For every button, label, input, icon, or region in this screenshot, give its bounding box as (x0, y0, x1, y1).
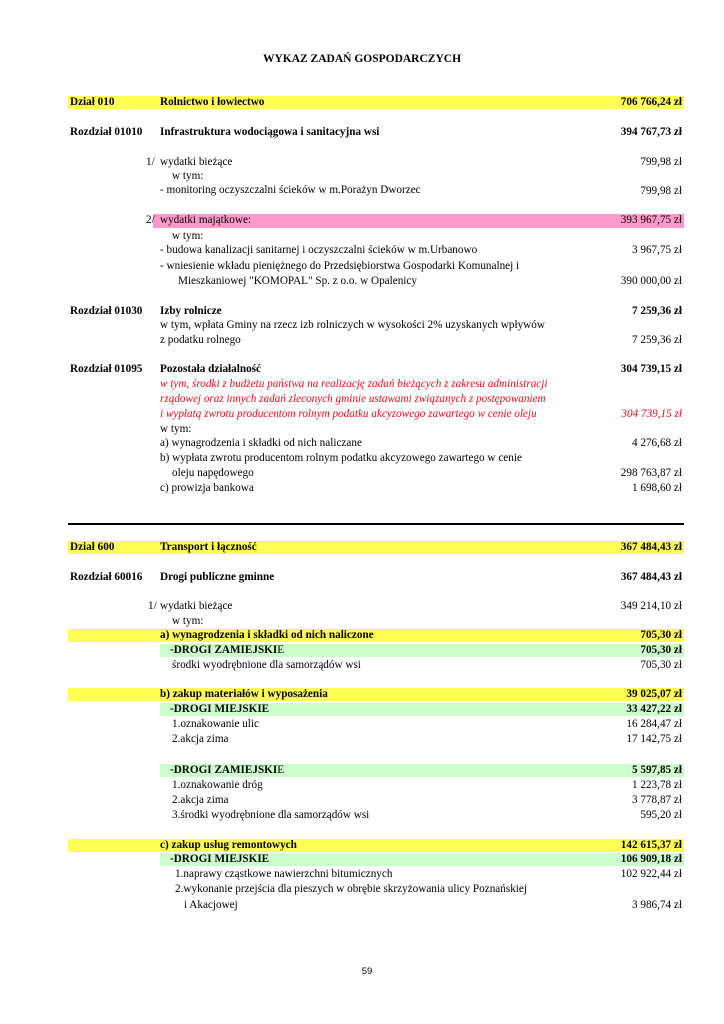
item-amount: 298 763,87 zł (620, 467, 682, 479)
rozdzial-name: Izby rolnicze (160, 305, 222, 317)
rozdzial-label: Rozdział 01095 (70, 363, 143, 375)
item-amount: 16 284,47 zł (626, 718, 682, 730)
road-category-label: -DROGI MIEJSKIE (170, 703, 270, 715)
in-which-label: w tym: (172, 615, 204, 627)
road-category-label: -DROGI MIEJSKIE (170, 853, 270, 865)
item-label: środki wyodrębnione dla samorządów wsi (172, 659, 361, 671)
dzial-name: Rolnictwo i łowiectwo (160, 96, 265, 108)
dzial-label: Dział 010 (70, 96, 115, 108)
page-number: 59 (361, 966, 373, 977)
rozdzial-name: Pozostała działalność (160, 363, 261, 375)
road-category-tail: E (277, 644, 285, 656)
red-note: rządowej oraz innych zadań zleconych gminie ustawami związanych z postępowaniem (160, 393, 546, 405)
item-amount: 102 922,44 zł (620, 868, 682, 880)
red-note: i wypłatą zwrotu producentom rolnym podatku akcyzowego zawartego w cenie oleju (160, 408, 537, 420)
dzial-amount: 706 766,24 zł (620, 96, 682, 108)
road-category-tail: E (277, 764, 285, 776)
rozdzial-label: Rozdział 01010 (70, 126, 143, 138)
item-label: oleju napędowego (172, 467, 254, 479)
item-label: Mieszkaniowej "KOMOPAL" Sp. z o.o. w Opalenicy (178, 275, 417, 287)
item-label: w tym, wpłata Gminy na rzecz izb rolniczych w wysokości 2% uzyskanych wpływów (160, 319, 545, 331)
item-label: - monitoring oczyszczalni ścieków w m.Porażyn Dworzec (160, 184, 421, 196)
item-label: 1.naprawy cząstkowe nawierzchni bitumicznych (175, 868, 393, 880)
subgroup-amount: 39 025,07 zł (626, 688, 682, 700)
rozdzial-label: Rozdział 60016 (70, 571, 143, 583)
item-amount: 3 778,87 zł (631, 794, 682, 806)
subgroup-label: a) wynagrodzenia i składki od nich naliczone (160, 629, 374, 641)
rozdzial-label: Rozdział 01030 (70, 305, 143, 317)
page-title: WYKAZ ZADAŃ GOSPODARCZYCH (262, 53, 462, 65)
item-amount: 349 214,10 zł (620, 600, 682, 612)
road-category-label: -DROGI ZAMIEJSKI (170, 764, 278, 776)
subgroup-amount: 705,30 zł (640, 629, 682, 641)
dzial-name: Transport i łączność (160, 541, 257, 553)
red-amount: 304 739,15 zł (621, 408, 682, 420)
item-amount: 393 967,75 zł (620, 214, 682, 226)
in-which-label: w tym: (172, 170, 204, 182)
item-amount: 799,98 zł (640, 185, 682, 197)
item-amount: 595,20 zł (640, 809, 682, 821)
rozdzial-amount: 7 259,36 zł (631, 305, 682, 317)
item-marker: 1/ (146, 156, 155, 168)
item-label: 1.oznakowanie dróg (172, 779, 263, 791)
item-amount: 799,98 zł (640, 156, 682, 168)
item-amount: 1 223,78 zł (631, 779, 682, 791)
item-label: wydatki bieżące (160, 156, 233, 168)
road-category-amount: 33 427,22 zł (626, 703, 682, 715)
rozdzial-name: Drogi publiczne gminne (160, 571, 275, 583)
rozdzial-amount: 304 739,15 zł (620, 363, 682, 375)
rozdzial-amount: 367 484,43 zł (620, 571, 682, 583)
item-label: - budowa kanalizacji sanitarnej i oczyszczalni ścieków w m.Urbanowo (160, 244, 478, 256)
dzial-amount: 367 484,43 zł (620, 541, 682, 553)
item-marker: 1/ (148, 600, 157, 612)
item-label: 2.akcja zima (172, 733, 229, 745)
item-label: c) prowizja bankowa (160, 482, 254, 494)
item-label: z podatku rolnego (160, 334, 241, 346)
item-label: a) wynagrodzenia i składki od nich naliczane (160, 437, 362, 449)
item-label: 3.środki wyodrębnione dla samorządów wsi (172, 809, 370, 821)
dzial-label: Dział 600 (70, 541, 115, 553)
item-marker: 2/ (146, 214, 155, 226)
item-amount: 1 698,60 zł (631, 482, 682, 494)
item-amount: 3 986,74 zł (631, 899, 682, 911)
road-category-amount: 5 597,85 zł (631, 764, 682, 776)
item-label: b) wypłata zwrotu producentom rolnym podatku akcyzowego zawartego w cenie (160, 452, 522, 464)
section-divider (68, 523, 684, 525)
item-amount: 390 000,00 zł (620, 275, 682, 287)
item-label: 2.akcja zima (172, 794, 229, 806)
road-category-label: -DROGI ZAMIEJSKI (170, 644, 278, 656)
road-category-amount: 106 909,18 zł (620, 853, 682, 865)
road-category (170, 763, 284, 777)
in-which-label: w tym: (172, 230, 204, 242)
item-amount: 17 142,75 zł (626, 733, 682, 745)
in-which-label: w tym: (160, 423, 192, 435)
red-note: w tym, środki z budżetu państwa na realizację zadań bieżących z zakresu administracji (160, 378, 548, 390)
road-category (170, 643, 284, 657)
item-label: wydatki majątkowe: (160, 214, 252, 226)
item-label: - wniesienie wkładu pieniężnego do Przedsiębiorstwa Gospodarki Komunalnej i (160, 260, 520, 272)
subgroup-label: c) zakup usług remontowych (160, 839, 297, 851)
subgroup-label: b) zakup materiałów i wyposażenia (160, 688, 328, 700)
item-amount: 7 259,36 zł (631, 334, 682, 346)
item-label: i Akacjowej (184, 899, 238, 911)
rozdzial-name: Infrastruktura wodociągowa i sanitacyjna wsi (160, 126, 380, 138)
item-amount: 4 276,68 zł (631, 437, 682, 449)
item-amount: 705,30 zł (640, 659, 682, 671)
item-label: wydatki bieżące (160, 600, 233, 612)
item-label: 2.wykonanie przejścia dla pieszych w obrębie skrzyżowania ulicy Poznańskiej (175, 883, 527, 895)
road-category-amount: 705,30 zł (640, 644, 682, 656)
item-amount: 3 967,75 zł (631, 244, 682, 256)
rozdzial-amount: 394 767,73 zł (620, 126, 682, 138)
item-label: 1.oznakowanie ulic (172, 718, 259, 730)
subgroup-amount: 142 615,37 zł (620, 839, 682, 851)
